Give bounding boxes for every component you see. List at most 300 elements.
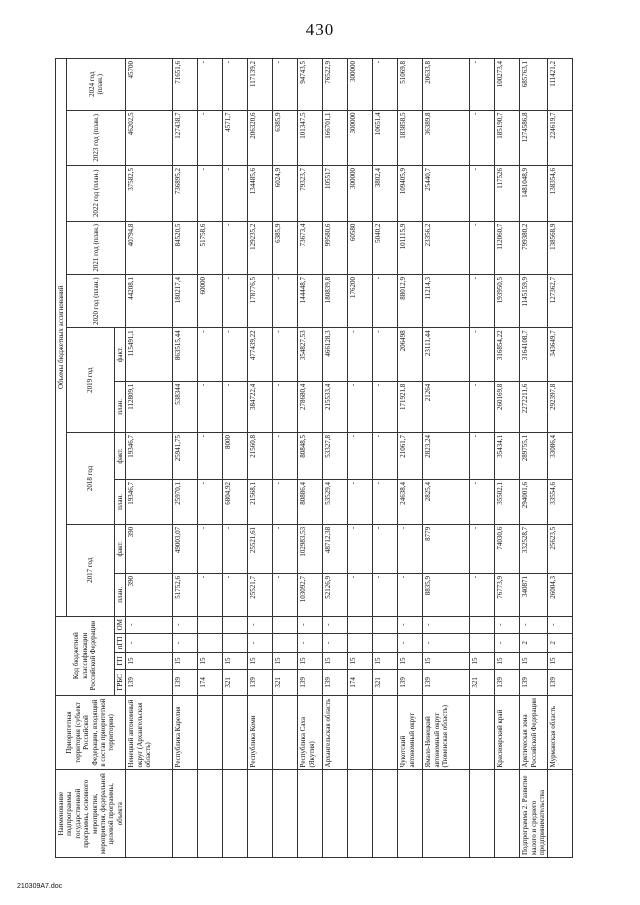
cell-2020: 60000 — [198, 274, 223, 327]
cell-2017-plan: - — [398, 573, 423, 616]
table-row — [470, 59, 495, 858]
cell-2022: 79323,7 — [298, 166, 323, 222]
cell-2020: 180839,8 — [323, 274, 348, 327]
header-budget-code: Код бюджетной классификации Российской Федерации — [56, 616, 115, 695]
cell-pgp: - — [298, 633, 323, 652]
cell-2024: - — [470, 59, 495, 111]
cell-2018-fact: 2823,24 — [423, 433, 470, 480]
cell-2024: 685763,1 — [520, 59, 548, 111]
cell-pgp: - — [126, 633, 173, 652]
cell-2023: 206320,6 — [248, 110, 273, 166]
cell-2021: 99580,6 — [323, 221, 348, 274]
cell-grbs: 139 — [323, 670, 348, 696]
cell-2019-plan: 292397,8 — [548, 381, 573, 432]
cell-2018-plan: - — [373, 479, 398, 524]
table-row — [223, 59, 248, 858]
cell-2019-plan: - — [348, 381, 373, 432]
cell-2017-plan: 390 — [126, 573, 173, 616]
cell-2019-plan: 384722,4 — [248, 381, 273, 432]
cell-pgp: 2 — [548, 633, 573, 652]
cell-2023: 6385,9 — [273, 110, 298, 166]
cell-2018-fact: 53327,8 — [323, 433, 348, 480]
table-row — [173, 59, 198, 858]
cell-grbs: 139 — [398, 670, 423, 696]
cell-2020: 44208,1 — [126, 274, 173, 327]
table-row — [495, 59, 520, 858]
table-row — [520, 59, 548, 858]
cell-2018-fact: 19346,7 — [126, 433, 173, 480]
table-row — [398, 59, 423, 858]
cell-2021: 40794,8 — [126, 221, 173, 274]
cell-2021: 129235,2 — [248, 221, 273, 274]
cell-territory — [348, 695, 373, 770]
header-gp: ГП — [114, 652, 125, 669]
cell-2018-plan: 21568,1 — [248, 479, 273, 524]
cell-om — [470, 616, 495, 633]
header-2017: 2017 год — [67, 524, 114, 616]
cell-2020: - — [223, 274, 248, 327]
cell-2019-fact: 343649,7 — [548, 328, 573, 381]
cell-2021: 73673,4 — [298, 221, 323, 274]
header-2018-plan: план. — [114, 479, 125, 524]
page-number: 430 — [305, 20, 335, 39]
header-territory: Приоритетная территория (субъект Российской Федерации, входящий в состав приоритетной территории) — [56, 695, 126, 770]
cell-2017-plan: 103092,7 — [298, 573, 323, 616]
cell-2017-fact: - — [273, 524, 298, 573]
cell-program — [248, 770, 273, 858]
cell-territory — [198, 695, 223, 770]
cell-2022: 3802,4 — [373, 166, 398, 222]
cell-2017-plan: 76773,9 — [495, 573, 520, 616]
cell-2018-fact: 8000 — [223, 433, 248, 480]
cell-2018-plan: 80886,4 — [298, 479, 323, 524]
cell-gp: 15 — [423, 652, 470, 669]
cell-2018-fact: - — [470, 433, 495, 480]
header-2019-fact: факт. — [114, 328, 125, 381]
cell-2023: - — [470, 110, 495, 166]
cell-2021: 101115,9 — [398, 221, 423, 274]
cell-territory: Архангельская область — [323, 695, 348, 770]
cell-grbs: 139 — [495, 670, 520, 696]
cell-gp: 15 — [373, 652, 398, 669]
cell-2020: 176200 — [348, 274, 373, 327]
cell-2018-plan: 53529,4 — [323, 479, 348, 524]
cell-2019-fact: - — [373, 328, 398, 381]
cell-grbs: 139 — [173, 670, 198, 696]
cell-2023: 10651,4 — [373, 110, 398, 166]
cell-2020: 180217,4 — [173, 274, 198, 327]
cell-om: - — [548, 616, 573, 633]
cell-2017-fact: - — [348, 524, 373, 573]
cell-territory: Ненецкий автономный округ (Архангельская область) — [126, 695, 173, 770]
cell-gp: 15 — [126, 652, 173, 669]
header-2017-plan: план. — [114, 573, 125, 616]
cell-2019-fact: 316854,22 — [495, 328, 520, 381]
cell-pgp — [373, 633, 398, 652]
cell-2017-fact: 8779 — [423, 524, 470, 573]
cell-2022: 138354,6 — [548, 166, 573, 222]
cell-program — [126, 770, 173, 858]
cell-2020: 127362,7 — [548, 274, 573, 327]
header-pgp: пГП — [114, 633, 125, 652]
table-row — [198, 59, 223, 858]
cell-2024: 76522,9 — [323, 59, 348, 111]
cell-2017-fact: 49003,07 — [173, 524, 198, 573]
cell-gp: 15 — [298, 652, 323, 669]
cell-2024: - — [373, 59, 398, 111]
cell-2023: 46202,5 — [126, 110, 173, 166]
cell-2022: 134485,6 — [248, 166, 273, 222]
cell-gp: 15 — [398, 652, 423, 669]
header-2018-fact: факт. — [114, 433, 125, 480]
cell-gp: 15 — [248, 652, 273, 669]
cell-territory: Чукотский автономный округ — [398, 695, 423, 770]
cell-2020: 88012,9 — [398, 274, 423, 327]
cell-pgp: - — [398, 633, 423, 652]
cell-2022: 300000 — [348, 166, 373, 222]
cell-2019-fact: 477439,22 — [248, 328, 273, 381]
cell-2024: - — [223, 59, 248, 111]
cell-grbs: 139 — [423, 670, 470, 696]
cell-program — [273, 770, 298, 858]
cell-program — [348, 770, 373, 858]
cell-grbs: 174 — [348, 670, 373, 696]
cell-om: - — [323, 616, 348, 633]
cell-2021: 138568,9 — [548, 221, 573, 274]
cell-2023: 1274586,8 — [520, 110, 548, 166]
cell-program — [423, 770, 470, 858]
cell-territory: Республика Карелия — [173, 695, 198, 770]
cell-pgp — [223, 633, 248, 652]
cell-om: - — [423, 616, 470, 633]
cell-2017-fact: - — [373, 524, 398, 573]
cell-om: - — [298, 616, 323, 633]
cell-grbs: 139 — [298, 670, 323, 696]
cell-2017-plan: 52126,9 — [323, 573, 348, 616]
cell-2019-fact: - — [223, 328, 248, 381]
cell-2018-plan: 25970,1 — [173, 479, 198, 524]
cell-program — [373, 770, 398, 858]
header-volumes: Объемы бюджетных ассигнований — [56, 59, 67, 617]
cell-2018-plan: 6804,92 — [223, 479, 248, 524]
header-2023: 2023 год (план.) — [67, 110, 126, 166]
cell-gp: 15 — [323, 652, 348, 669]
table-row — [548, 59, 573, 858]
cell-program — [173, 770, 198, 858]
cell-2017-fact: 25521,61 — [248, 524, 273, 573]
cell-2019-fact: 23111,44 — [423, 328, 470, 381]
cell-2022: 6024,9 — [273, 166, 298, 222]
cell-2023: 36389,8 — [423, 110, 470, 166]
cell-2019-plan: - — [273, 381, 298, 432]
cell-territory — [470, 695, 495, 770]
cell-2022: 109405,9 — [398, 166, 423, 222]
cell-pgp: - — [248, 633, 273, 652]
cell-2017-plan: - — [198, 573, 223, 616]
footer-filename: 210309A7.doc — [17, 883, 63, 890]
cell-2019-fact: 115491,1 — [126, 328, 173, 381]
cell-2019-plan: - — [470, 381, 495, 432]
budget-table — [55, 58, 573, 858]
cell-2018-plan: 294001,6 — [520, 479, 548, 524]
cell-om — [198, 616, 223, 633]
header-2019: 2019 год — [67, 328, 114, 433]
cell-2019-plan: 538344 — [173, 381, 198, 432]
cell-2019-plan: 21264 — [423, 381, 470, 432]
cell-2018-fact: - — [273, 433, 298, 480]
cell-2021: 112060,7 — [495, 221, 520, 274]
cell-territory — [273, 695, 298, 770]
cell-2017-plan: 25521,7 — [248, 573, 273, 616]
header-2024: 2024 год (план.) — [67, 59, 126, 111]
cell-territory: Арктическая зона Российской Федерации — [520, 695, 548, 770]
cell-pgp — [470, 633, 495, 652]
cell-pgp — [198, 633, 223, 652]
cell-pgp: 2 — [520, 633, 548, 652]
cell-2019-fact: 466128,3 — [323, 328, 348, 381]
cell-territory: Ямало-Ненецкий автономный округ (Тюменская область) — [423, 695, 470, 770]
cell-2023: 4571,7 — [223, 110, 248, 166]
cell-2024: 300000 — [348, 59, 373, 111]
cell-gp: 15 — [495, 652, 520, 669]
cell-2018-fact: 80848,5 — [298, 433, 323, 480]
cell-2024: 71651,6 — [173, 59, 198, 111]
cell-2019-plan: - — [198, 381, 223, 432]
cell-2024: 111421,2 — [548, 59, 573, 111]
cell-program — [198, 770, 223, 858]
cell-2019-plan: 215533,4 — [323, 381, 348, 432]
cell-2019-plan: 260169,8 — [495, 381, 520, 432]
cell-2017-fact: - — [470, 524, 495, 573]
cell-2021: - — [223, 221, 248, 274]
cell-grbs: 321 — [373, 670, 398, 696]
cell-territory: Республика Коми — [248, 695, 273, 770]
cell-2017-plan: - — [273, 573, 298, 616]
cell-gp: 15 — [548, 652, 573, 669]
cell-2019-fact: - — [348, 328, 373, 381]
cell-2022: - — [198, 166, 223, 222]
table-row — [298, 59, 323, 858]
cell-2020: - — [470, 274, 495, 327]
cell-territory: Мурманская область — [548, 695, 573, 770]
cell-2019-plan: 171921,8 — [398, 381, 423, 432]
cell-gp: 15 — [520, 652, 548, 669]
cell-2018-plan: - — [470, 479, 495, 524]
cell-2018-plan: 2825,4 — [423, 479, 470, 524]
cell-2017-plan: - — [348, 573, 373, 616]
cell-2017-plan: 26004,3 — [548, 573, 573, 616]
cell-2018-fact: - — [373, 433, 398, 480]
cell-2018-fact: 21560,8 — [248, 433, 273, 480]
cell-2019-plan: - — [223, 381, 248, 432]
cell-om — [348, 616, 373, 633]
cell-om: - — [398, 616, 423, 633]
cell-2018-plan: - — [348, 479, 373, 524]
cell-program — [470, 770, 495, 858]
cell-2017-fact: - — [223, 524, 248, 573]
cell-2022: 1481048,9 — [520, 166, 548, 222]
cell-2019-fact: - — [470, 328, 495, 381]
table-header — [56, 59, 126, 858]
cell-2021: 6385,9 — [273, 221, 298, 274]
cell-om: - — [126, 616, 173, 633]
header-2017-fact: факт. — [114, 524, 125, 573]
rotated-table-container — [55, 58, 600, 858]
header-grbs: ГРБС — [114, 670, 125, 696]
cell-2020: 11214,3 — [423, 274, 470, 327]
cell-grbs: 139 — [520, 670, 548, 696]
cell-2017-fact: 48712,38 — [323, 524, 348, 573]
cell-territory — [373, 695, 398, 770]
cell-2021: 23356,2 — [423, 221, 470, 274]
cell-2017-plan: 8835,9 — [423, 573, 470, 616]
cell-2020: 1145159,9 — [520, 274, 548, 327]
cell-grbs: 139 — [126, 670, 173, 696]
cell-2021: 799380,2 — [520, 221, 548, 274]
table-row — [373, 59, 398, 858]
header-2022: 2022 год (план.) — [67, 166, 126, 222]
cell-2018-fact: - — [198, 433, 223, 480]
cell-2021: 60580 — [348, 221, 373, 274]
table-body — [126, 59, 573, 858]
cell-program — [495, 770, 520, 858]
cell-2018-plan: - — [273, 479, 298, 524]
cell-2023: 166701,1 — [323, 110, 348, 166]
cell-2024: 100273,4 — [495, 59, 520, 111]
cell-gp: 15 — [348, 652, 373, 669]
cell-2022: - — [223, 166, 248, 222]
cell-2023: 101347,5 — [298, 110, 323, 166]
cell-pgp: - — [323, 633, 348, 652]
cell-2018-fact: 35434,1 — [495, 433, 520, 480]
cell-grbs: 321 — [273, 670, 298, 696]
cell-2019-plan: 112809,1 — [126, 381, 173, 432]
cell-2023: 224619,7 — [548, 110, 573, 166]
cell-program — [298, 770, 323, 858]
cell-pgp: - — [495, 633, 520, 652]
cell-gp: 15 — [173, 652, 198, 669]
cell-2018-plan: 24638,4 — [398, 479, 423, 524]
cell-2018-fact: 33086,4 — [548, 433, 573, 480]
cell-territory — [223, 695, 248, 770]
cell-2023: - — [198, 110, 223, 166]
cell-2023: 183858,5 — [398, 110, 423, 166]
cell-2019-plan: 2272211,6 — [520, 381, 548, 432]
header-2021: 2021 год (план.) — [67, 221, 126, 274]
cell-2020: - — [273, 274, 298, 327]
cell-territory: Красноярский край — [495, 695, 520, 770]
cell-om — [223, 616, 248, 633]
cell-gp: 15 — [198, 652, 223, 669]
cell-2020: 193950,5 — [495, 274, 520, 327]
cell-program: Подпрограмма 2. Развитие малого и среднего предпринимательства — [520, 770, 548, 858]
cell-2018-plan: 35502,1 — [495, 479, 520, 524]
cell-pgp — [348, 633, 373, 652]
cell-2022: 25440,7 — [423, 166, 470, 222]
cell-2024: 94743,5 — [298, 59, 323, 111]
cell-2017-fact: 390 — [126, 524, 173, 573]
cell-2017-fact: 102983,53 — [298, 524, 323, 573]
cell-2024: 117139,2 — [248, 59, 273, 111]
cell-pgp — [273, 633, 298, 652]
cell-2019-fact: 354827,53 — [298, 328, 323, 381]
cell-gp: 15 — [470, 652, 495, 669]
cell-om: - — [173, 616, 198, 633]
cell-2017-plan: - — [373, 573, 398, 616]
table-row — [248, 59, 273, 858]
cell-program — [323, 770, 348, 858]
table-row — [323, 59, 348, 858]
cell-2024: - — [198, 59, 223, 111]
cell-2018-fact: 21061,7 — [398, 433, 423, 480]
cell-2017-fact: 25623,5 — [548, 524, 573, 573]
cell-2024: 20633,8 — [423, 59, 470, 111]
cell-2019-plan: - — [373, 381, 398, 432]
cell-grbs: 174 — [198, 670, 223, 696]
cell-program — [223, 770, 248, 858]
cell-2017-plan: 51752,6 — [173, 573, 198, 616]
cell-2017-fact: 332528,7 — [520, 524, 548, 573]
cell-2021: 51758,6 — [198, 221, 223, 274]
cell-program — [548, 770, 573, 858]
cell-2018-fact: 25941,75 — [173, 433, 198, 480]
cell-2019-fact: 206498 — [398, 328, 423, 381]
cell-2019-plan: 278680,4 — [298, 381, 323, 432]
table-row — [126, 59, 173, 858]
cell-2018-plan: 19346,7 — [126, 479, 173, 524]
cell-gp: 15 — [273, 652, 298, 669]
cell-grbs: 321 — [223, 670, 248, 696]
cell-2017-plan: - — [223, 573, 248, 616]
cell-grbs: 139 — [548, 670, 573, 696]
cell-2020: - — [373, 274, 398, 327]
cell-om — [373, 616, 398, 633]
cell-2019-fact: - — [273, 328, 298, 381]
cell-2021: 84520,5 — [173, 221, 198, 274]
cell-om — [273, 616, 298, 633]
cell-pgp: - — [173, 633, 198, 652]
header-subprogram: Наименование подпрограммы государственной программы, основного мероприятия, мероприятия, федеральной целевой программы, объекта — [56, 770, 126, 858]
cell-2024: 51069,8 — [398, 59, 423, 111]
table-row — [423, 59, 470, 858]
cell-2024: 45700 — [126, 59, 173, 111]
cell-2022: 117526 — [495, 166, 520, 222]
cell-om: - — [495, 616, 520, 633]
cell-2022: 736895,2 — [173, 166, 198, 222]
cell-2017-fact: - — [398, 524, 423, 573]
cell-2021: 5040,2 — [373, 221, 398, 274]
cell-2022: 105517 — [323, 166, 348, 222]
cell-2017-fact: 74030,6 — [495, 524, 520, 573]
cell-pgp: - — [423, 633, 470, 652]
cell-2023: 127438,7 — [173, 110, 198, 166]
cell-2018-plan: - — [198, 479, 223, 524]
cell-2018-fact: 289755,1 — [520, 433, 548, 480]
cell-2019-fact: - — [198, 328, 223, 381]
cell-2023: 300000 — [348, 110, 373, 166]
header-2018: 2018 год — [67, 433, 114, 525]
cell-2021: - — [470, 221, 495, 274]
cell-2020: 144448,7 — [298, 274, 323, 327]
cell-2018-plan: 33554,6 — [548, 479, 573, 524]
table-row — [348, 59, 373, 858]
cell-grbs: 139 — [248, 670, 273, 696]
cell-program — [398, 770, 423, 858]
header-2020: 2020 год (план.) — [67, 274, 126, 327]
cell-2022: 37582,5 — [126, 166, 173, 222]
cell-2017-plan: 340871 — [520, 573, 548, 616]
cell-2023: 185190,7 — [495, 110, 520, 166]
